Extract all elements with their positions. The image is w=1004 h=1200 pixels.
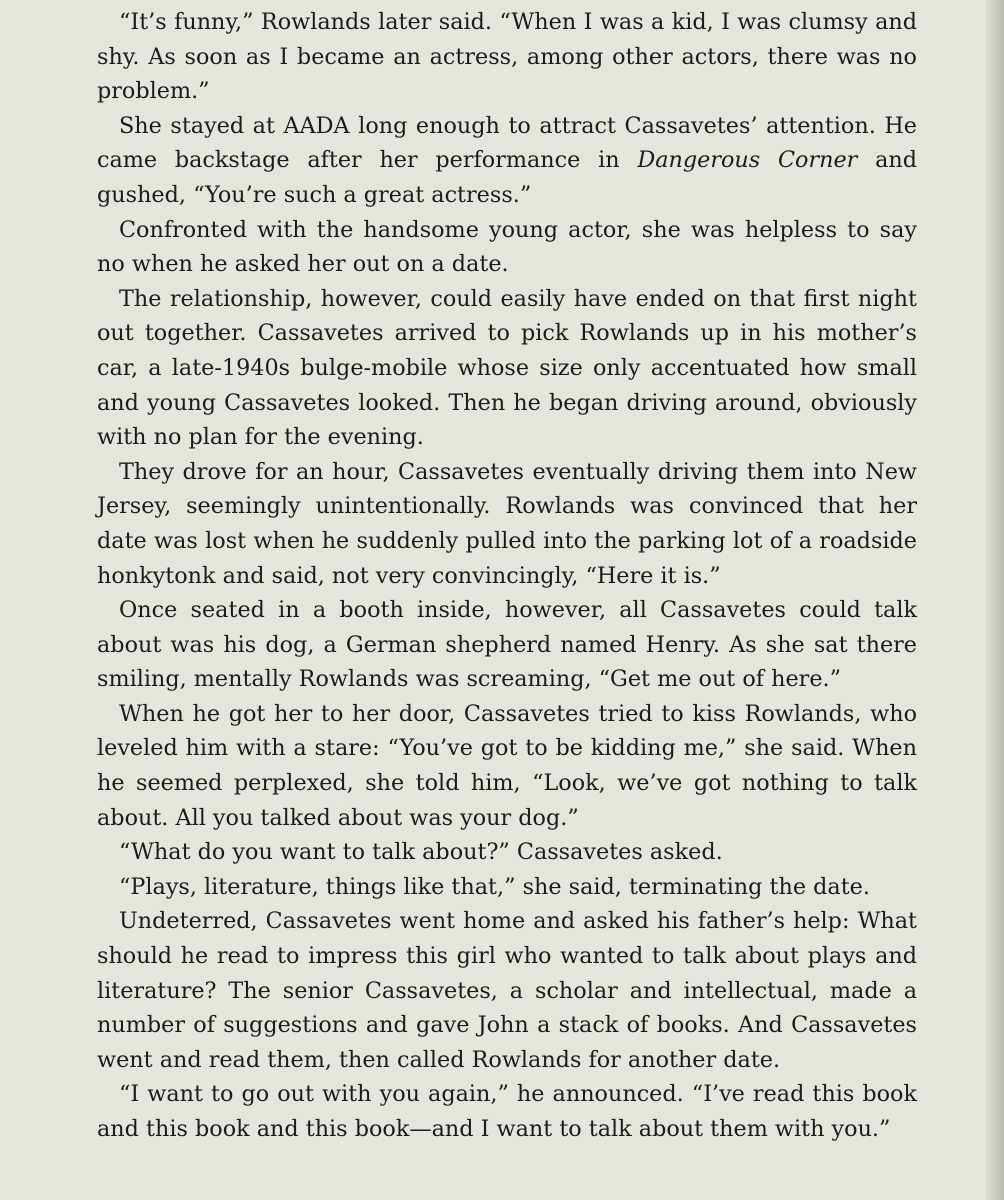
paragraph-1: “It’s funny,” Rowlands later said. “When I was a kid, I was clumsy and shy. As soon as I became an actress, among other actors, there was no problem.”: [97, 9, 917, 105]
paragraph-2-after: and gushed, “You’re such a great actress.”: [97, 147, 918, 208]
paragraph-2: [97, 109, 917, 213]
paragraph-4: The relationship, however, could easily have ended on that first night out together. Cassavetes arrived to pick Rowlands up in his mother’s car, a late-1940s bulge-mobile whose size only accentuated how small and young Cassavetes looked. Then he began driving around, obviously with no plan for the evening.: [97, 285, 917, 451]
paragraph-6: Once seated in a booth inside, however, all Cassavetes could talk about was his dog, a German shepherd named Henry. As she sat there smiling, mentally Rowlands was screaming, “Get me out of here.”: [97, 597, 917, 693]
play-title: Dangerous Corner: [637, 147, 858, 174]
paragraph-2-before: She stayed at AADA long enough to attract Cassavetes’ attention. He came backstage after her performance in: [97, 112, 917, 174]
paragraph-5: They drove for an hour, Cassavetes eventually driving them into New Jersey, seemingly unintentionally. Rowlands was convinced that her date was lost when he suddenly pulled into the parking lot of a roadside honkytonk and said, not very convincingly, “Here it is.”: [97, 458, 917, 589]
paragraph-9: “Plays, literature, things like that,” she said, terminating the date.: [119, 873, 870, 900]
paragraph-10: Undeterred, Cassavetes went home and asked his father’s help: What should he read to impress this girl who wanted to talk about plays and literature? The senior Cassavetes, a scholar and intellectual, made a number of suggestions and gave John a stack of books. And Cassavetes went and read them, then called Rowlands for another date.: [97, 908, 917, 1073]
paragraph-3: Confronted with the handsome young actor, she was helpless to say no when he asked her out on a date.: [97, 216, 917, 278]
body-text: [97, 5, 917, 1147]
page-edge: [986, 0, 1004, 1200]
paragraph-8: “What do you want to talk about?” Cassavetes asked.: [119, 839, 723, 866]
paragraph-11: “I want to go out with you again,” he announced. “I’ve read this book and this book and this book—and I want to talk about them with you.”: [97, 1081, 917, 1142]
paragraph-7: When he got her to her door, Cassavetes tried to kiss Rowlands, who leveled him with a stare: “You’ve got to be kidding me,” she said. When he seemed perplexed, she told him, “Look, we’ve got nothing to talk about. All you talked about was your dog.”: [97, 700, 917, 831]
